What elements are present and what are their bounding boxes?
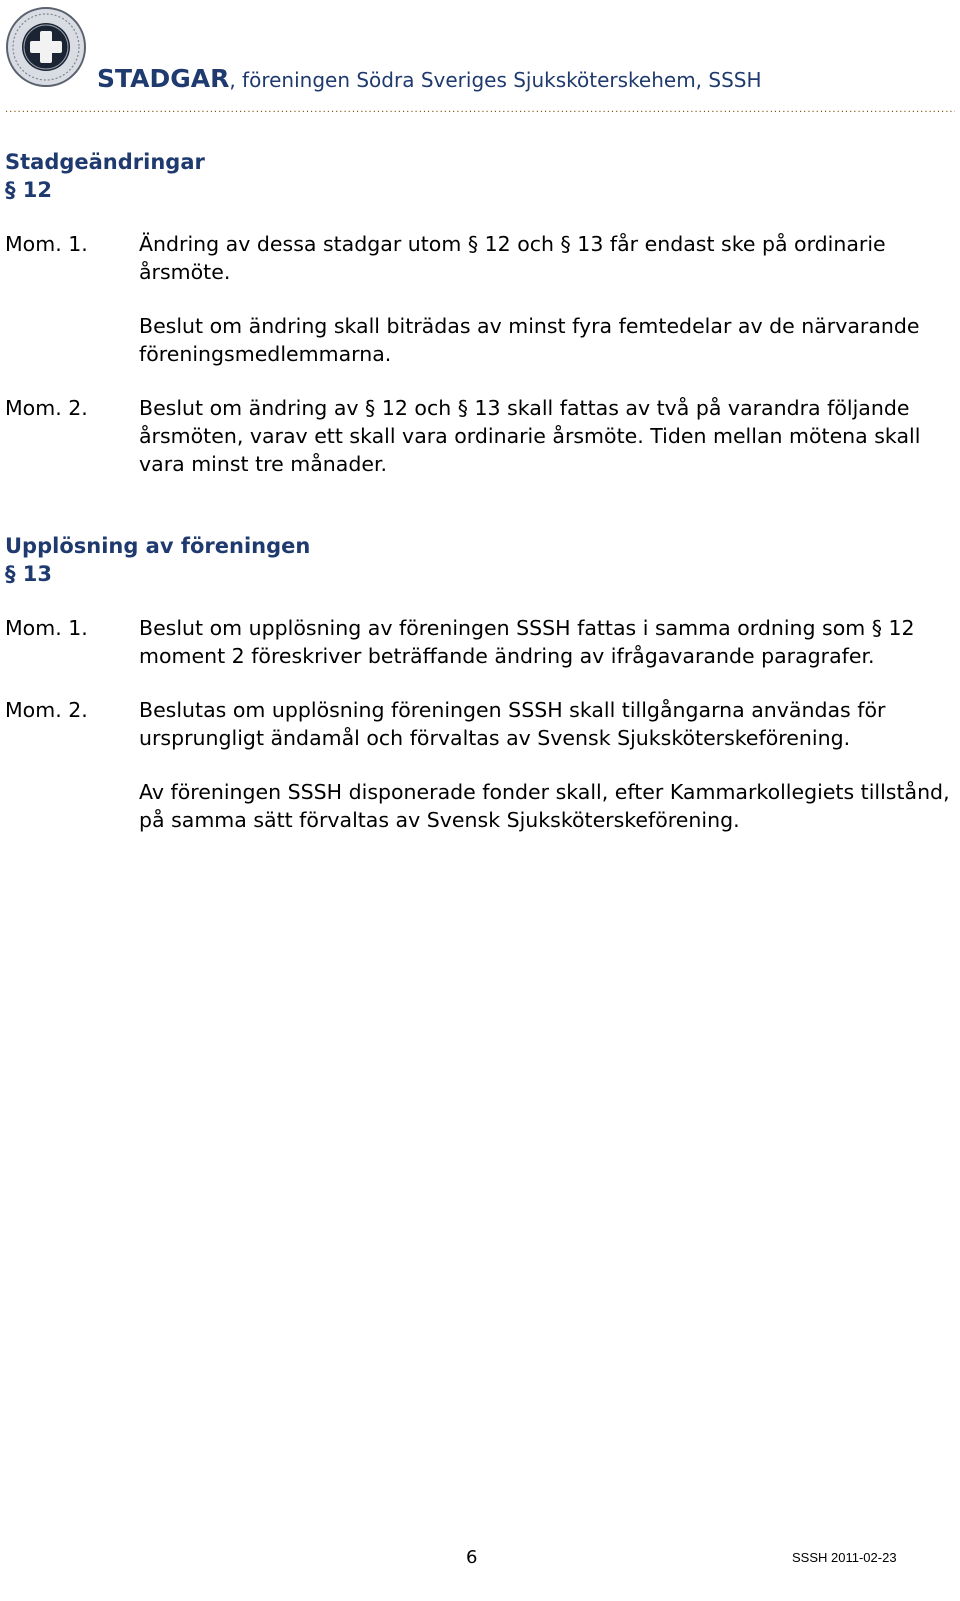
section-upplosning xyxy=(5,532,955,834)
moment-text: Av föreningen SSSH disponerade fonder skall, efter Kammarkollegiets tillstånd, på samma sätt förvaltas av Svensk Sjuksköterskeförening. xyxy=(139,780,950,832)
moment xyxy=(5,394,955,478)
moment xyxy=(5,614,955,670)
moment-label: Mom. 2. xyxy=(5,396,88,420)
title-strong: STADGAR xyxy=(97,64,230,93)
page-title xyxy=(97,64,762,93)
moment-text: Beslut om ändring skall biträdas av minst fyra femtedelar av de närvarande föreningsmedlemmarna. xyxy=(139,314,920,366)
moment-label: Mom. 1. xyxy=(5,616,88,640)
moment xyxy=(5,230,955,368)
moment-label: Mom. 2. xyxy=(5,698,88,722)
moment-text: Beslutas om upplösning föreningen SSSH skall tillgångarna användas för ursprungligt ändamål och förvaltas av Svensk Sjuksköterskeförening. xyxy=(139,698,886,750)
section-paragraph-number: § 13 xyxy=(5,562,53,586)
moment-body xyxy=(139,230,955,368)
section-title: Upplösning av föreningen xyxy=(5,534,311,558)
section-stadgeandringar xyxy=(5,148,955,478)
title-rest: , föreningen Södra Sveriges Sjuksköterskehem, SSSH xyxy=(229,68,762,92)
page-number: 6 xyxy=(466,1547,478,1568)
moment-text: Beslut om upplösning av föreningen SSSH fattas i samma ordning som § 12 moment 2 föreskriver beträffande ändring av ifrågavarande paragrafer. xyxy=(139,616,915,668)
document-reference: SSSH 2011-02-23 xyxy=(792,1550,897,1565)
moment-text: Ändring av dessa stadgar utom § 12 och § 13 får endast ske på ordinarie årsmöte. xyxy=(139,232,886,284)
moment-body xyxy=(139,394,955,478)
nurse-cross-badge-icon xyxy=(5,6,87,88)
page-header xyxy=(0,0,960,120)
moment-text: Beslut om ändring av § 12 och § 13 skall fattas av två på varandra följande årsmöten, varav ett skall vara ordinarie årsmöte. Tiden mellan mötena skall vara minst tre månader. xyxy=(139,396,921,476)
section-paragraph-number: § 12 xyxy=(5,178,53,202)
header-divider xyxy=(5,104,955,116)
moment-body xyxy=(139,614,955,670)
moment-label: Mom. 1. xyxy=(5,232,88,256)
section-title: Stadgeändringar xyxy=(5,150,205,174)
moment xyxy=(5,696,955,834)
document-body xyxy=(5,148,955,860)
moment-body xyxy=(139,696,955,834)
